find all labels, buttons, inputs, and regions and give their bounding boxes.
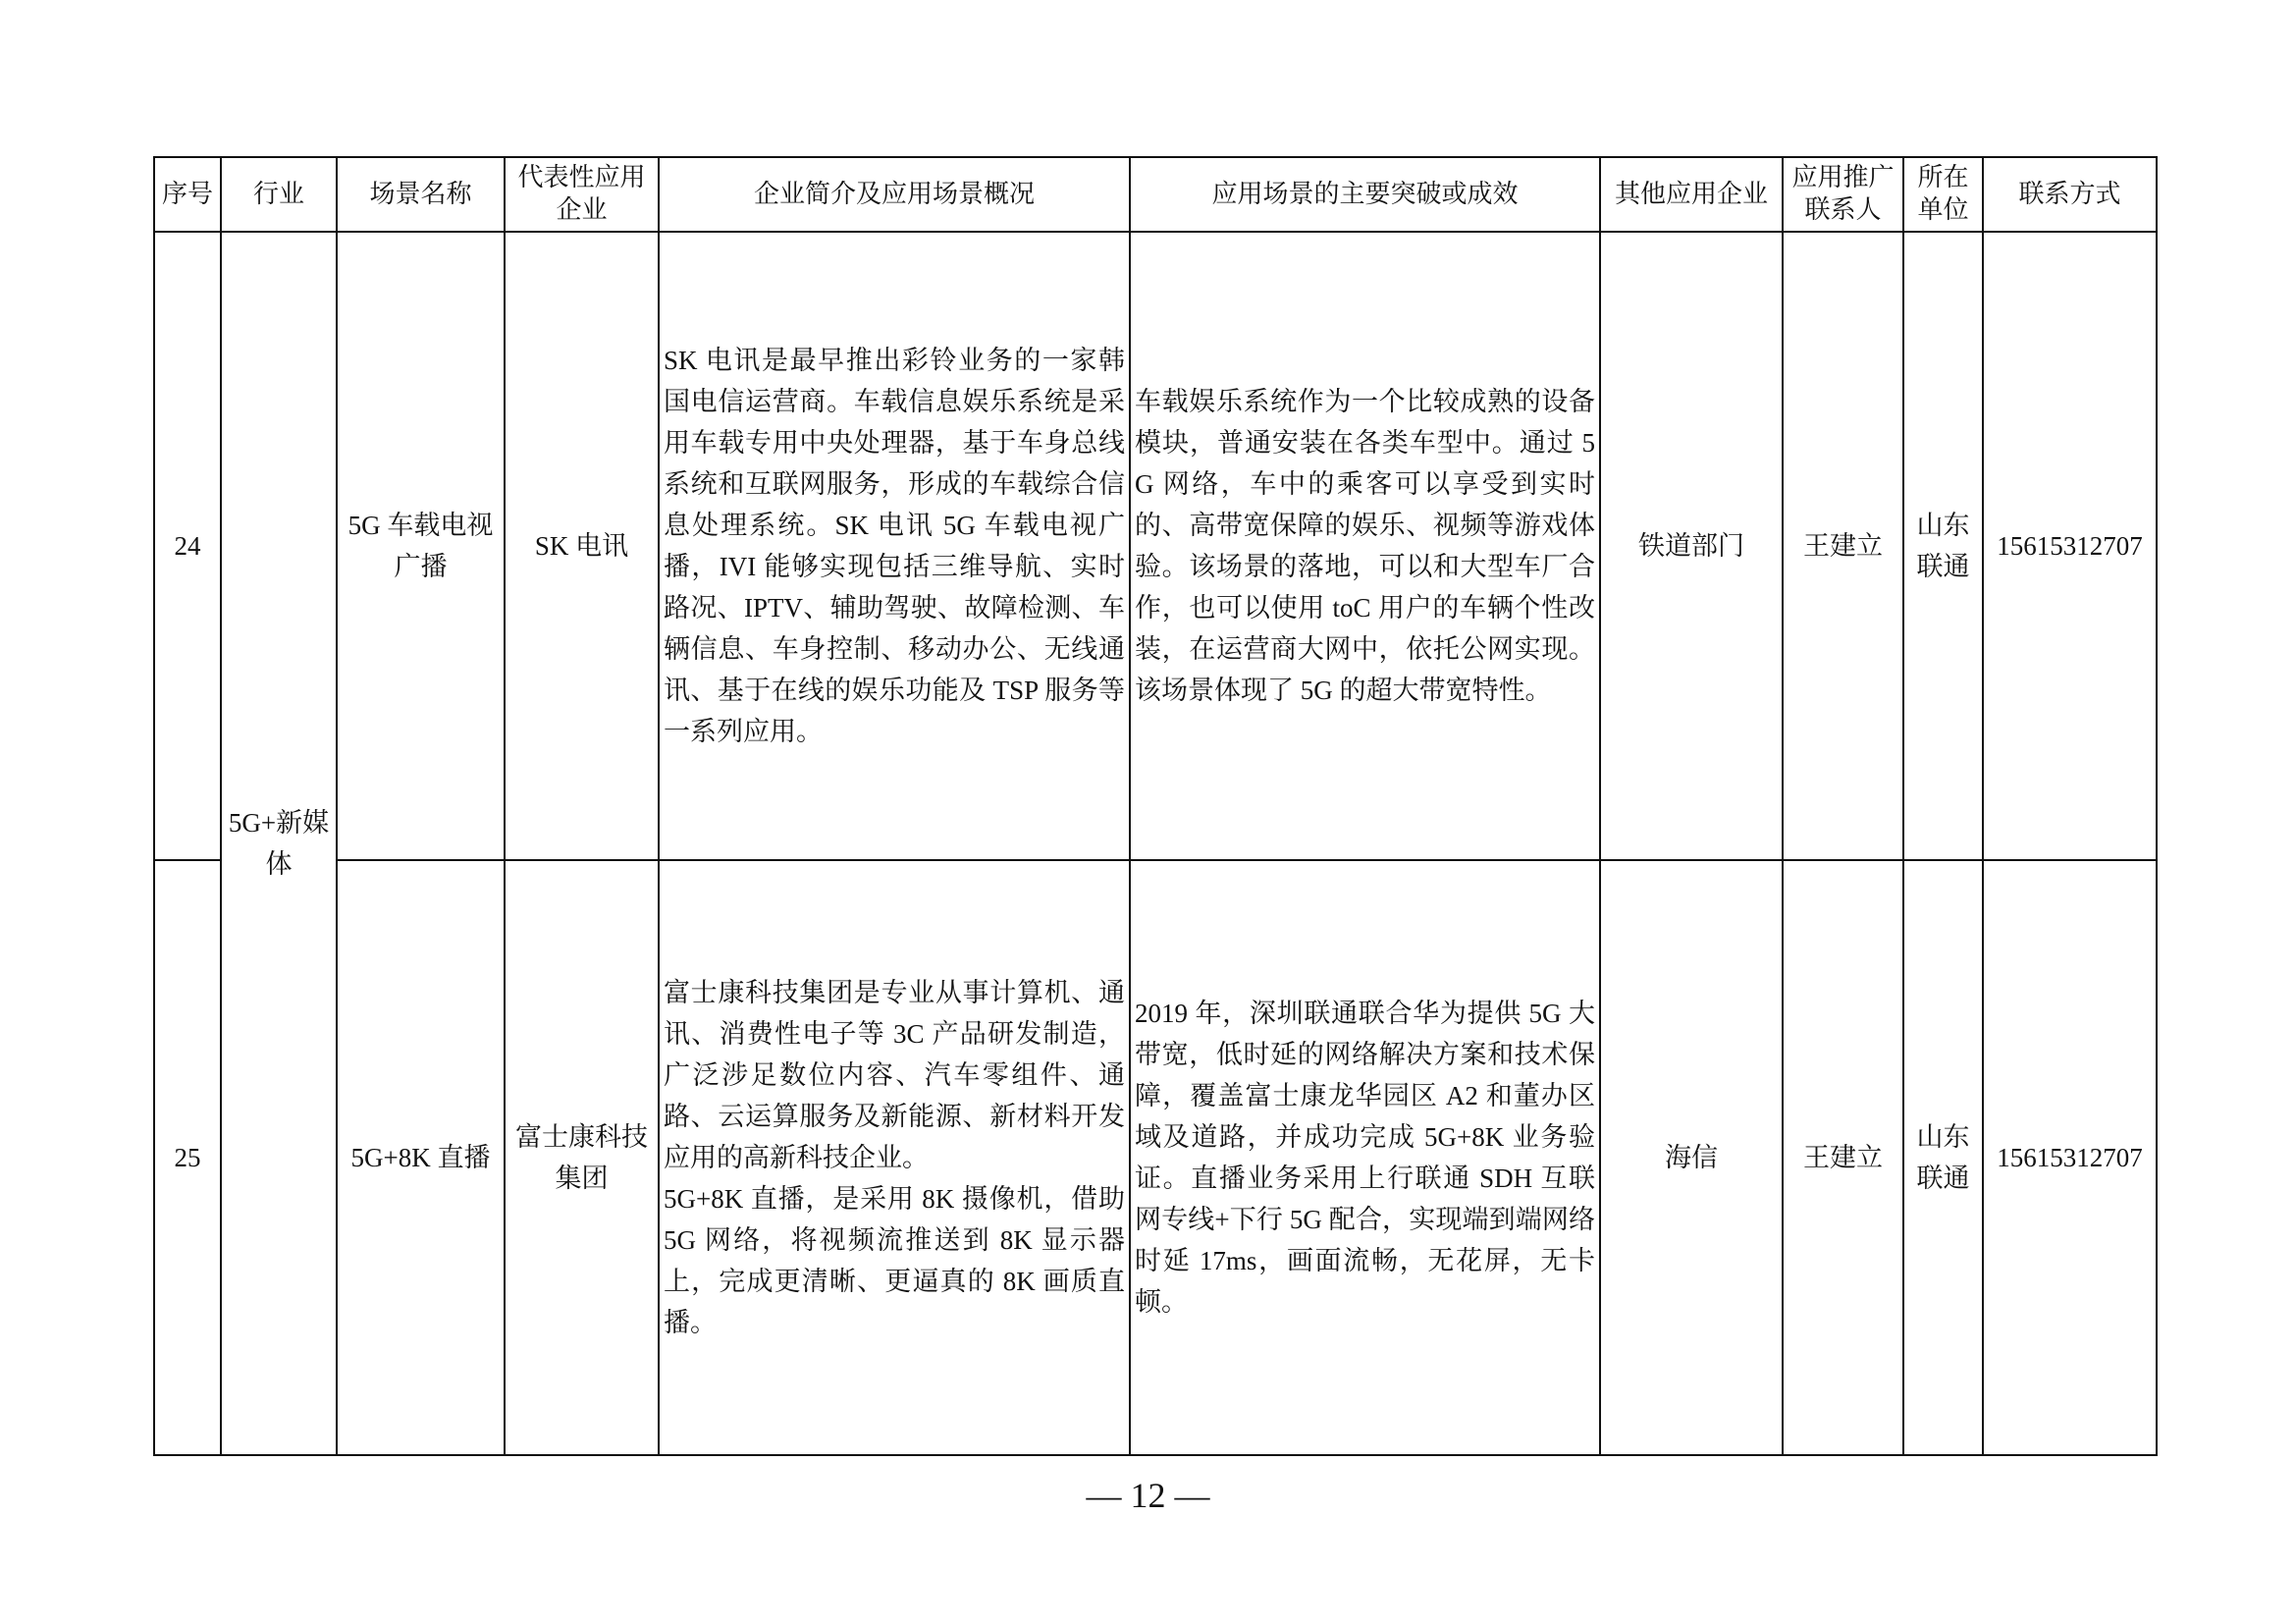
header-unit: 所在单位: [1903, 157, 1983, 232]
other-companies: 海信: [1600, 860, 1783, 1455]
header-contact: 应用推广联系人: [1783, 157, 1903, 232]
phone: 15615312707: [1983, 232, 2157, 860]
company-name: SK 电讯: [505, 232, 659, 860]
header-phone: 联系方式: [1983, 157, 2157, 232]
contact-person: 王建立: [1783, 860, 1903, 1455]
result-text: 2019 年，深圳联通联合华为提供 5G 大带宽，低时延的网络解决方案和技术保障，覆盖富士康龙华园区 A2 和董办区域及道路，并成功完成 5G+8K 业务验证。直播业务采用上行联通 SDH 互联网专线+下行 5G 配合，实现端到端网络时延 17ms，画面流畅，无花屏，无卡顿。: [1130, 860, 1600, 1455]
scenario-table: [153, 156, 2158, 1456]
header-scene: 场景名称: [337, 157, 505, 232]
intro-text: SK 电讯是最早推出彩铃业务的一家韩国电信运营商。车载信息娱乐系统是采用车载专用中央处理器，基于车身总线系统和互联网服务，形成的车载综合信息处理系统。SK 电讯 5G 车载电视广播，IVI 能够实现包括三维导航、实时路况、IPTV、辅助驾驶、故障检测、车辆信息、车身控制、移动办公、无线通讯、基于在线的娱乐功能及 TSP 服务等一系列应用。: [659, 232, 1130, 860]
company-name: 富士康科技集团: [505, 860, 659, 1455]
intro-paragraph: 5G+8K 直播，是采用 8K 摄像机，借助 5G 网络，将视频流推送到 8K 显示器上，完成更清晰、更逼真的 8K 画质直播。: [664, 1184, 1125, 1337]
table-row: [154, 860, 2157, 1455]
industry-cell: 5G+新媒体: [221, 232, 337, 1455]
unit: 山东联通: [1903, 860, 1983, 1455]
header-result: 应用场景的主要突破或成效: [1130, 157, 1600, 232]
intro-paragraph: 富士康科技集团是专业从事计算机、通讯、消费性电子等 3C 产品研发制造，广泛涉足数位内容、汽车零组件、通路、云运算服务及新能源、新材料开发应用的高新科技企业。: [664, 978, 1125, 1172]
header-industry: 行业: [221, 157, 337, 232]
page-number: — 12 —: [1086, 1476, 1210, 1515]
row-no: 25: [154, 860, 221, 1455]
other-companies: 铁道部门: [1600, 232, 1783, 860]
header-company: 代表性应用企业: [505, 157, 659, 232]
contact-person: 王建立: [1783, 232, 1903, 860]
intro-text: [659, 860, 1130, 1455]
phone: 15615312707: [1983, 860, 2157, 1455]
unit: 山东联通: [1903, 232, 1983, 860]
result-text: 车载娱乐系统作为一个比较成熟的设备模块，普通安装在各类车型中。通过 5G 网络，车中的乘客可以享受到实时的、高带宽保障的娱乐、视频等游戏体验。该场景的落地，可以和大型车厂合作，也可以使用 toC 用户的车辆个性改装，在运营商大网中，依托公网实现。该场景体现了 5G 的超大带宽特性。: [1130, 232, 1600, 860]
scene-name: 5G+8K 直播: [337, 860, 505, 1455]
header-row: [154, 157, 2157, 232]
row-no: 24: [154, 232, 221, 860]
scene-name: 5G 车载电视广播: [337, 232, 505, 860]
header-intro: 企业简介及应用场景概况: [659, 157, 1130, 232]
header-no: 序号: [154, 157, 221, 232]
table-row: [154, 232, 2157, 860]
header-others: 其他应用企业: [1600, 157, 1783, 232]
